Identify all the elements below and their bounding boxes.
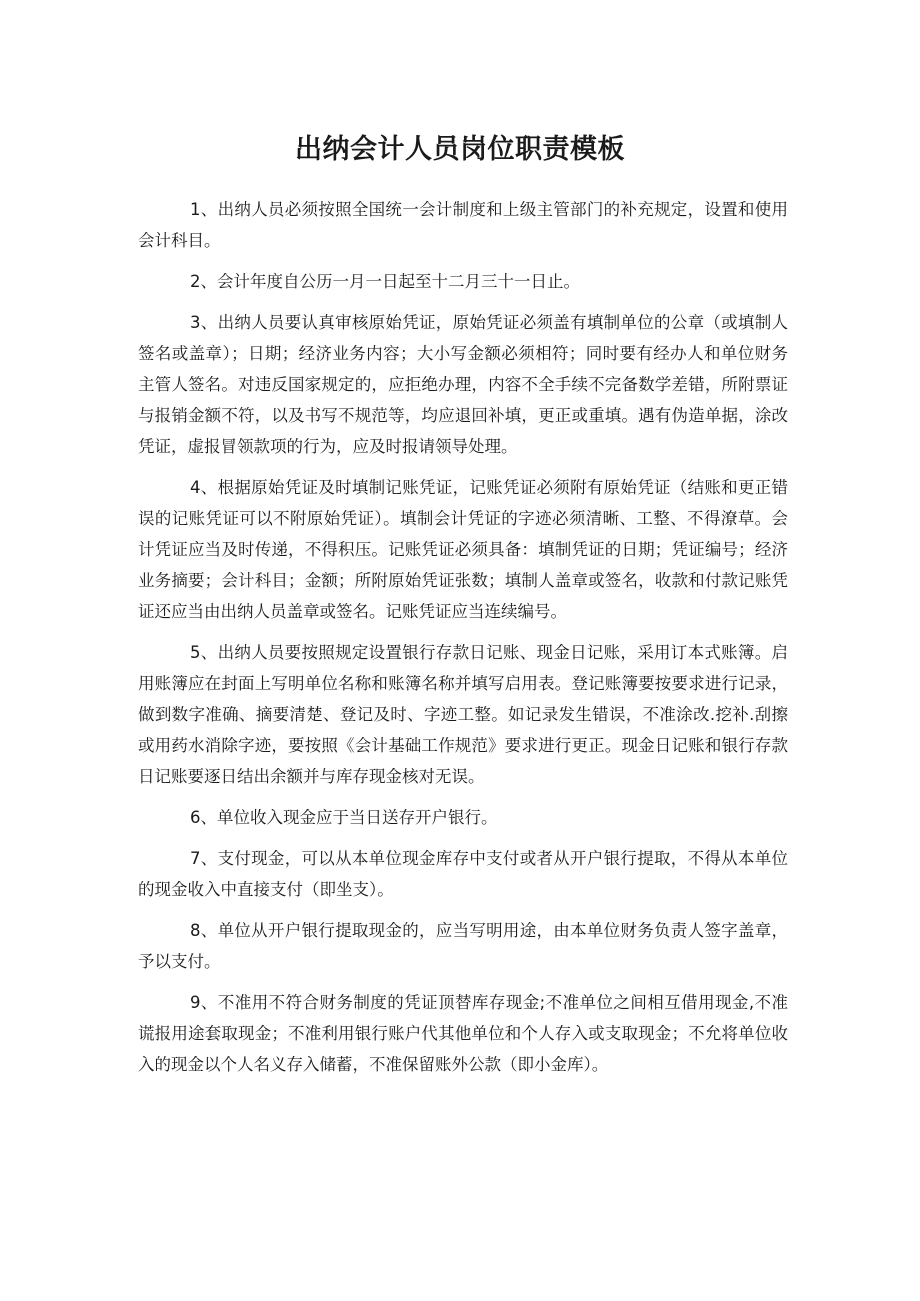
- paragraph-6: 6、单位收入现金应于当日送存开户银行。: [190, 808, 498, 827]
- paragraph-4: 4、根据原始凭证及时填制记账凭证，记账凭证必须附有原始凭证（结账和更正错误的记账凭证可以不附原始凭证）。填制会计凭证的字迹必须清晰、工整、不得潦草。会计凭证应当及时传递，不得积压。记账凭证必须具备：填制凭证的日期；凭证编号；经济业务摘要；会计科目；金额；所附原始凭证张数；填制人盖章或签名，收款和付款记账凭证还应当由出纳人员盖章或签名。记账凭证应当连续编号。: [138, 478, 788, 621]
- paragraph-1: 1、出纳人员必须按照全国统一会计制度和上级主管部门的补充规定，设置和使用会计科目。: [138, 200, 788, 250]
- paragraph-9: 9、不准用不符合财务制度的凭证顶替库存现金;不准单位之间相互借用现金,不准谎报用途套取现金；不准利用银行账户代其他单位和个人存入或支取现金；不允将单位收入的现金以个人名义存入储蓄，不准保留账外公款（即小金库）。: [138, 993, 788, 1074]
- document-body: [138, 194, 788, 1090]
- paragraph-8: 8、单位从开户银行提取现金的，应当写明用途，由本单位财务负责人签字盖章，予以支付。: [138, 921, 788, 971]
- paragraph-7: 7、支付现金，可以从本单位现金库存中支付或者从开户银行提取，不得从本单位的现金收入中直接支付（即坐支）。: [138, 849, 788, 899]
- document-title: 出纳会计人员岗位职责模板: [295, 134, 625, 166]
- paragraph-2: 2、会计年度自公历一月一日起至十二月三十一日止。: [190, 272, 580, 291]
- paragraph-5: 5、出纳人员要按照规定设置银行存款日记账、现金日记账，采用订本式账簿。启用账簿应在封面上写明单位名称和账簿名称并填写启用表。登记账簿要按要求进行记录，做到数字准确、摘要清楚、登记及时、字迹工整。如记录发生错误，不准涂改.挖补.刮擦或用药水消除字迹，要按照《会计基础工作规范》要求进行更正。现金日记账和银行存款日记账要逐日结出余额并与库存现金核对无误。: [138, 643, 788, 786]
- paragraph-3: 3、出纳人员要认真审核原始凭证，原始凭证必须盖有填制单位的公章（或填制人签名或盖章）；日期；经济业务内容；大小写金额必须相符；同时要有经办人和单位财务主管人签名。对违反国家规定的，应拒绝办理，内容不全手续不完备数学差错，所附票证与报销金额不符，以及书写不规范等，均应退回补填，更正或重填。遇有伪造单据，涂改凭证，虚报冒领款项的行为，应及时报请领导处理。: [138, 313, 788, 456]
